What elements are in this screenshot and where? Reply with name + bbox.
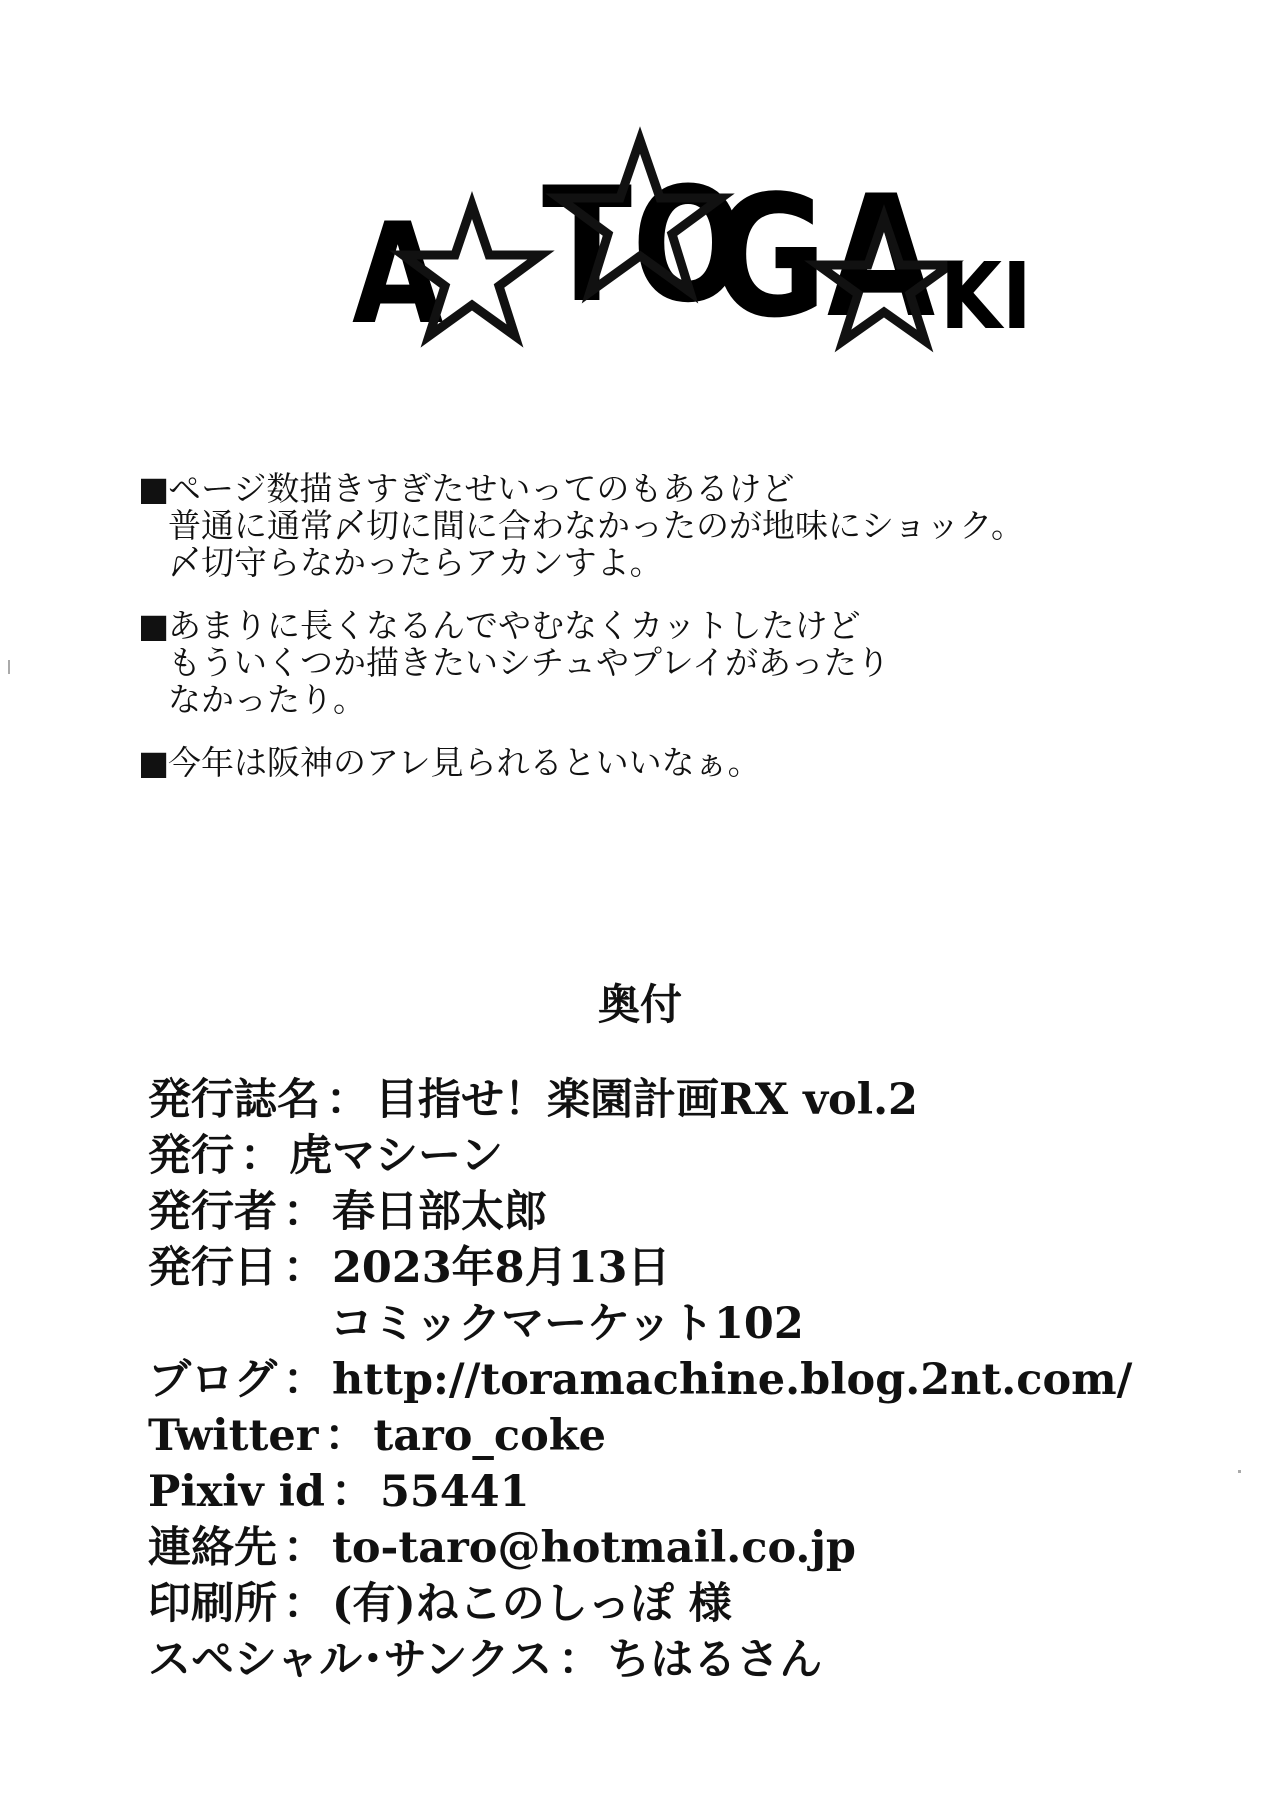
colophon-label: ブログ	[148, 1355, 277, 1405]
colophon-value: コミックマーケット102	[330, 1299, 804, 1349]
title-letters-ga: GA	[712, 159, 936, 356]
colophon-row-pixiv	[148, 1464, 1248, 1520]
colophon-colon: ：	[324, 1411, 368, 1461]
note-text: なかったり。	[168, 680, 366, 719]
title-letters-to: TO	[542, 154, 745, 339]
colophon-label: Twitter	[148, 1411, 319, 1461]
colophon-label: 発行	[148, 1131, 234, 1181]
colophon-colon: ：	[331, 1467, 374, 1517]
note-text: 普通に通常〆切に間に合わなかったのが地味にショック。	[168, 506, 1025, 545]
colophon-colon: ：	[283, 1187, 326, 1237]
colophon-value: 春日部太郎	[332, 1187, 547, 1237]
colophon-colon: ：	[283, 1243, 326, 1293]
colophon-colon: ：	[326, 1075, 369, 1125]
note-text: 今年は阪神のアレ見られるといいなぁ。	[168, 743, 761, 782]
colophon-row-blog	[148, 1352, 1248, 1408]
bullet-square-icon: ■	[138, 606, 170, 645]
note-text: もういくつか描きたいシチュやプレイがあったり	[168, 643, 890, 682]
colophon-label: 発行日	[148, 1243, 277, 1293]
note-1	[138, 470, 1188, 581]
colophon-value: to-taro@hotmail.co.jp	[332, 1523, 856, 1573]
colophon-value: http://toramachine.blog.2nt.com/	[332, 1355, 1133, 1405]
colophon-value: taro_coke	[373, 1411, 606, 1461]
colophon-row-twitter	[148, 1408, 1248, 1464]
afterword-notes	[138, 470, 1188, 807]
bullet-square-icon: ■	[138, 743, 170, 782]
colophon-list	[148, 1072, 1248, 1688]
colophon-row-event	[148, 1296, 1248, 1352]
colophon-value: 2023年8月13日	[332, 1243, 671, 1293]
colophon-row-date	[148, 1240, 1248, 1296]
note-text: あまりに長くなるんでやむなくカットしたけど	[168, 606, 861, 645]
afterword-title-logo	[0, 0, 1280, 360]
colophon-label: Pixiv id	[148, 1467, 325, 1517]
scan-speck	[8, 660, 10, 674]
colophon-label: 発行者	[148, 1187, 277, 1237]
colophon-label: スペシャル･サンクス	[148, 1635, 553, 1685]
colophon-value: (有)ねこのしっぽ 様	[332, 1579, 732, 1629]
colophon-row-publisher	[148, 1128, 1248, 1184]
colophon-row-issuer	[148, 1184, 1248, 1240]
colophon-label: 連絡先	[148, 1523, 277, 1573]
colophon-colon: ：	[558, 1635, 602, 1685]
scan-speck	[1238, 1470, 1241, 1473]
colophon-colon: ：	[283, 1523, 326, 1573]
colophon-colon: ：	[240, 1131, 283, 1181]
note-3	[138, 744, 1188, 781]
colophon-value: ちはるさん	[607, 1635, 823, 1685]
afterword-title	[352, 140, 1032, 355]
colophon-label: 印刷所	[148, 1579, 277, 1629]
bullet-square-icon: ■	[138, 469, 170, 508]
colophon-heading: 奥付	[597, 980, 682, 1029]
colophon-row-printer	[148, 1576, 1248, 1632]
title-letter-a: A	[352, 193, 444, 356]
colophon-label: 発行誌名	[148, 1075, 320, 1125]
colophon-colon: ：	[283, 1579, 326, 1629]
colophon-row-thanks	[148, 1632, 1248, 1688]
note-text: ページ数描きすぎたせいってのもあるけど	[168, 469, 795, 508]
note-text: 〆切守らなかったらアカンすよ。	[168, 543, 663, 582]
colophon-value: 55441	[380, 1467, 530, 1517]
note-2	[138, 607, 1188, 718]
title-letters-ki: KI	[940, 243, 1032, 351]
colophon-value: 虎マシーン	[289, 1131, 504, 1181]
colophon-colon: ：	[283, 1355, 326, 1405]
colophon-row-contact	[148, 1520, 1248, 1576]
colophon-row-title	[148, 1072, 1248, 1128]
colophon-value: 目指せ！楽園計画RX vol.2	[375, 1075, 918, 1125]
